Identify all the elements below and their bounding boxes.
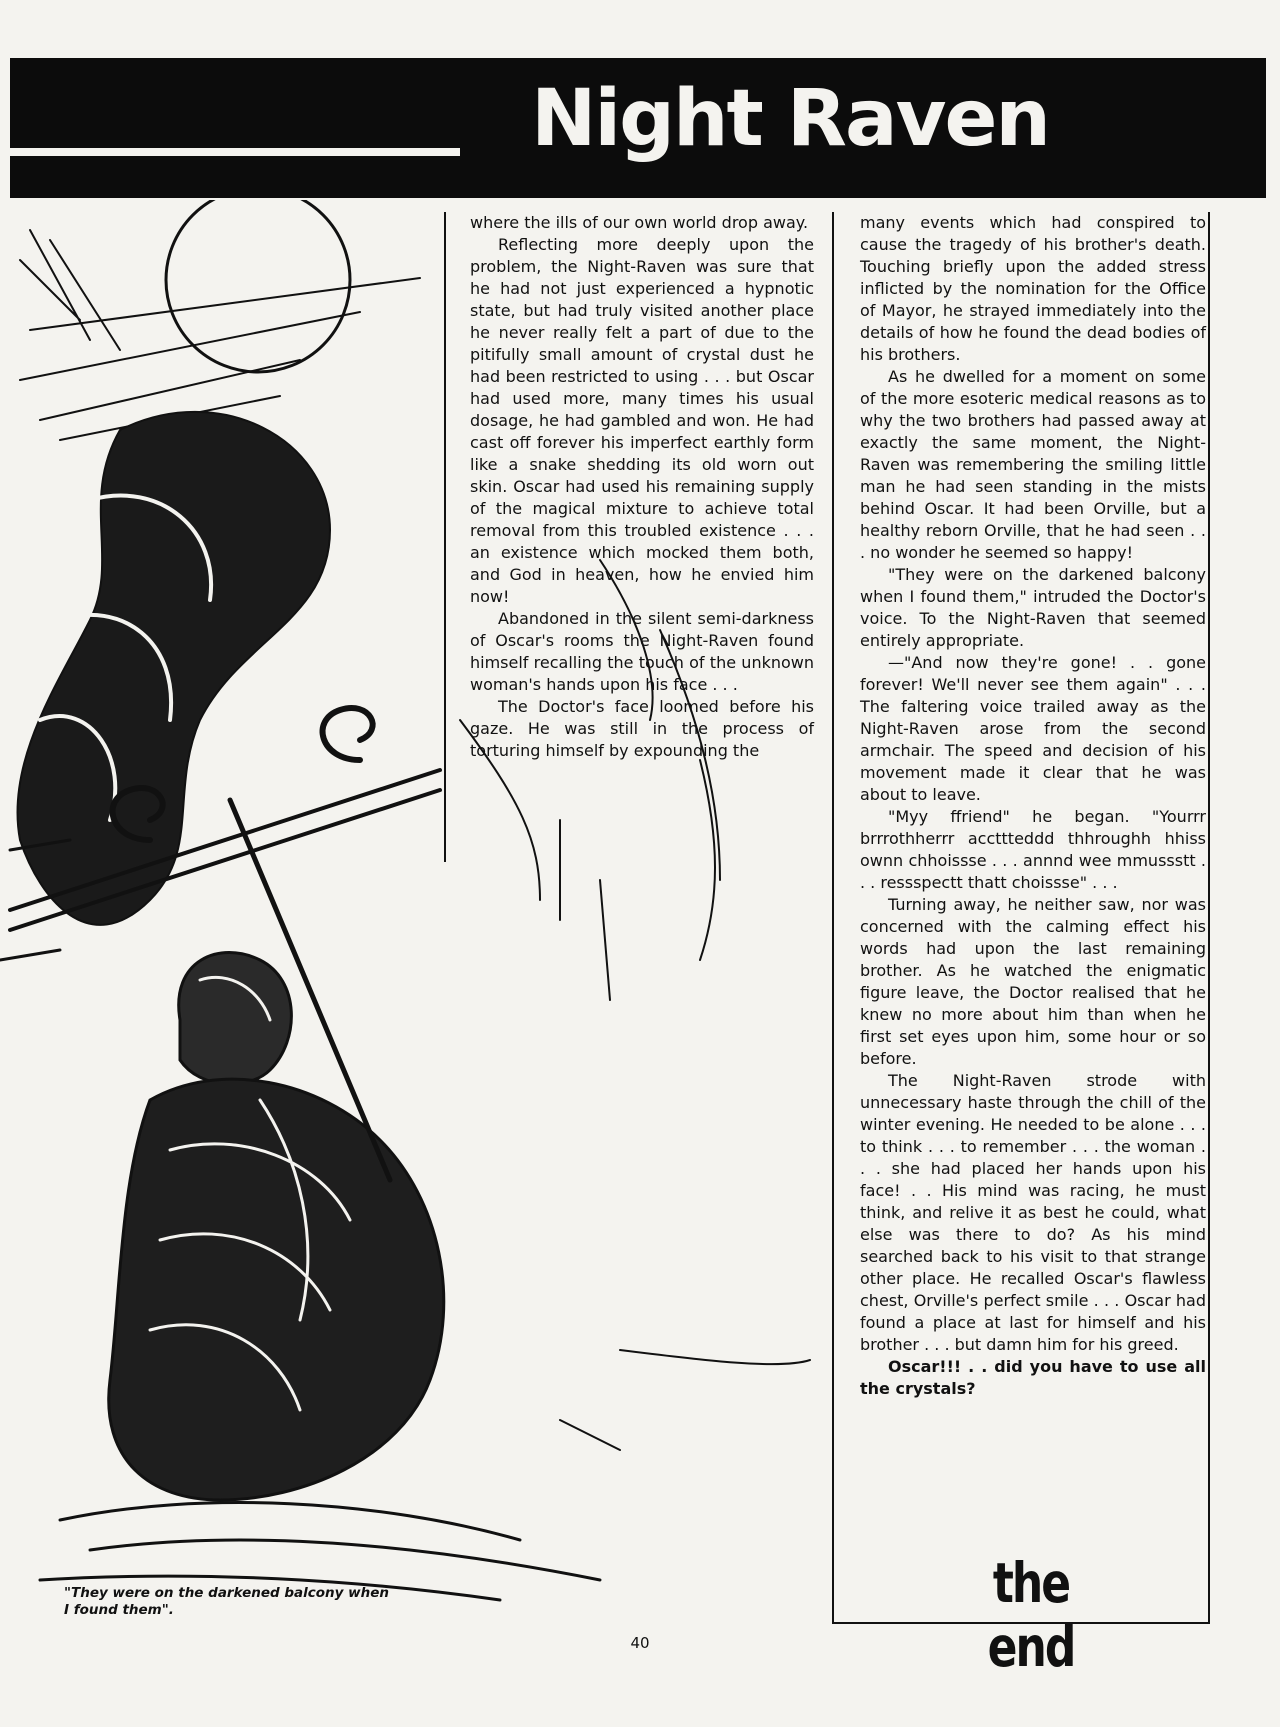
page-title: Night Raven — [531, 74, 1049, 164]
cloud-streaks — [20, 230, 420, 440]
column-rule-right — [1208, 212, 1210, 1624]
column-rule-left — [444, 212, 446, 862]
paragraph: "Myy ffriend" he began. "Yourrr brrrothherrr accttteddd thhroughh hhiss ownn chhoissse . . . annnd wee mmussstt . . . ressspectt thatt choissse" . . . — [860, 807, 1206, 892]
the-end-mark: the end — [987, 1552, 1075, 1680]
paragraph: Turning away, he neither saw, nor was concerned with the calming effect his words had upon the last remaining brother. As he watched the enigmatic figure leave, the Doctor realised that he knew no more about him than when he first set eyes upon him, some hour or so before. — [860, 895, 1206, 1068]
ornament-right — [323, 708, 373, 760]
text-column-1 — [470, 212, 814, 762]
figure-head — [179, 953, 292, 1084]
paragraph: Oscar!!! . . did you have to use all the crystals? — [860, 1357, 1206, 1398]
page-number: 40 — [630, 1634, 650, 1652]
paragraph: —"And now they're gone! . . gone forever! We'll never see them again" . . . The faltering voice trailed away as the Night-Raven arose from the second armchair. The speed and decision of his movement made it clear that he was about to leave. — [860, 653, 1206, 804]
paragraph: The Doctor's face loomed before his gaze. He was still in the process of torturing himself by expounding the — [470, 697, 814, 760]
column-rule-middle — [832, 212, 834, 1624]
paragraph: Abandoned in the silent semi-darkness of Oscar's rooms the Night-Raven found himself recalling the touch of the unknown woman's hands upon his face . . . — [470, 609, 814, 694]
paragraph: Reflecting more deeply upon the problem, the Night-Raven was sure that he had not just experienced a hypnotic state, but had truly visited another place he never really felt a part of due to the pitifully small amount of crystal dust he had been restricted to using . . . but Oscar had used more, many times his usual dosage, he had gambled and won. He had cast off forever his imperfect earthly form like a snake shedding its old worn out skin. Oscar had used his remaining supply of the magical mixture to achieve total removal from this troubled existence . . . an existence which mocked them both, and God in heaven, how he envied him now! — [470, 235, 814, 606]
illustration-caption: "They were on the darkened balcony when I found them". — [64, 1585, 390, 1618]
paragraph: As he dwelled for a moment on some of the more esoteric medical reasons as to why the two brothers had passed away at exactly the same moment, the Night-Raven was remembering the smiling little man he had seen standing in the mists behind Oscar. It had been Orville, but a healthy reborn Orville, that he had seen . . . no wonder he seemed so happy! — [860, 367, 1206, 562]
title-band-underline-gap — [10, 148, 460, 156]
paragraph: The Night-Raven strode with unnecessary haste through the chill of the winter evening. He needed to be alone . . . to think . . . to remember . . . the woman . . . she had placed her hands upon his face! . . His mind was racing, he must think, and relive it as best he could, what else was there to do? As his mind searched back to his visit to that strange other place. He recalled Oscar's flawless chest, Orville's perfect smile . . . Oscar had found a place at last for himself and his brother . . . but damn him for his greed. — [860, 1071, 1206, 1354]
text-column-2 — [860, 212, 1206, 1400]
paragraph: where the ills of our own world drop away. — [470, 213, 809, 232]
cape-shape — [17, 412, 330, 925]
figure-body — [109, 1079, 444, 1500]
paragraph: many events which had conspired to cause the tragedy of his brother's death. Touching briefly upon the added stress inflicted by the nomination for the Office of Mayor, he strayed immediately into the details of how he found the dead bodies of his brothers. — [860, 213, 1206, 364]
paragraph: "They were on the darkened balcony when I found them," intruded the Doctor's voice. To the Night-Raven that seemed entirely appropriate. — [860, 565, 1206, 650]
